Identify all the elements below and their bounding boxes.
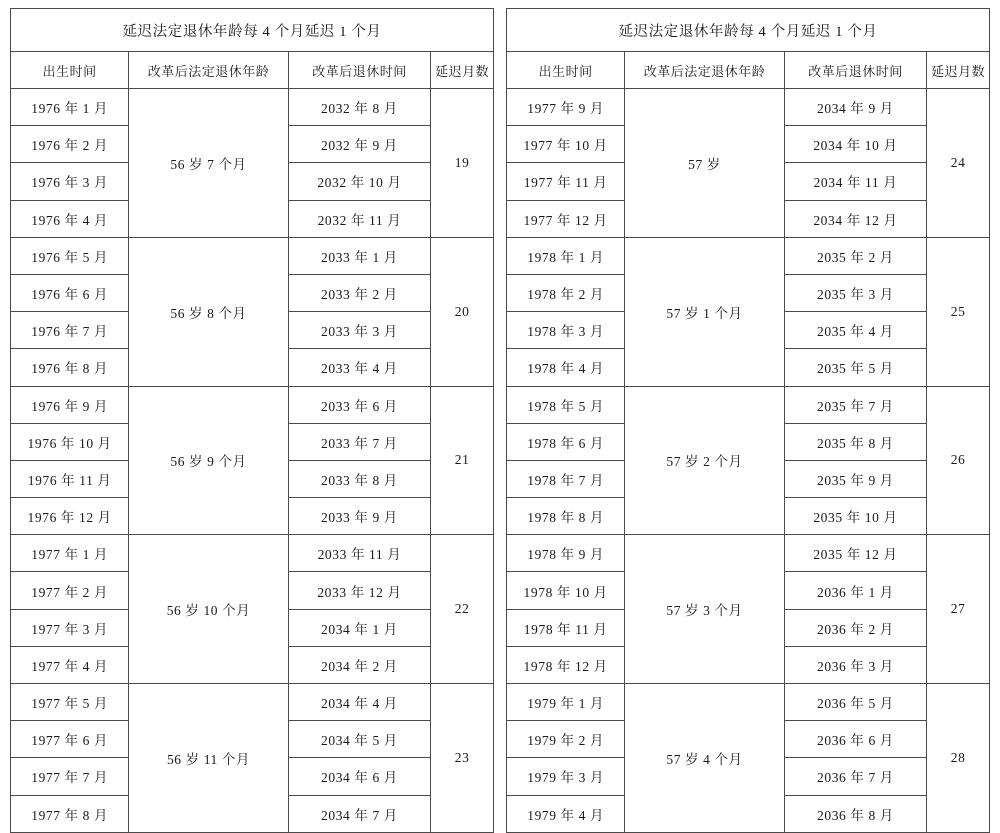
birth-date-cell: 1978 年 9 月: [507, 535, 625, 572]
retirement-date-cell: 2033 年 11 月: [288, 535, 430, 572]
birth-date-cell: 1979 年 3 月: [507, 758, 625, 795]
birth-date-cell: 1977 年 7 月: [11, 758, 129, 795]
retirement-date-cell: 2033 年 7 月: [288, 423, 430, 460]
retirement-date-cell: 2035 年 12 月: [784, 535, 926, 572]
column-header: 改革后退休时间: [288, 52, 430, 89]
retirement-date-cell: 2032 年 9 月: [288, 126, 430, 163]
retirement-date-cell: 2036 年 8 月: [784, 795, 926, 832]
birth-date-cell: 1978 年 2 月: [507, 274, 625, 311]
column-header: 改革后法定退休年龄: [129, 52, 288, 89]
table-row: [507, 89, 990, 126]
retirement-date-cell: 2033 年 12 月: [288, 572, 430, 609]
birth-date-cell: 1979 年 2 月: [507, 721, 625, 758]
birth-date-cell: 1978 年 12 月: [507, 646, 625, 683]
retirement-age-cell: 57 岁 3 个月: [625, 535, 784, 684]
birth-date-cell: 1976 年 1 月: [11, 89, 129, 126]
birth-date-cell: 1978 年 5 月: [507, 386, 625, 423]
retirement-date-cell: 2032 年 11 月: [288, 200, 430, 237]
retirement-date-cell: 2034 年 10 月: [784, 126, 926, 163]
table-row: [11, 535, 494, 572]
table-row: [507, 386, 990, 423]
retirement-schedule-table-right: [506, 8, 990, 833]
birth-date-cell: 1976 年 2 月: [11, 126, 129, 163]
delay-months-cell: 22: [431, 535, 494, 684]
retirement-age-cell: 56 岁 9 个月: [129, 386, 288, 535]
table-body-right: [507, 9, 990, 833]
retirement-date-cell: 2035 年 2 月: [784, 237, 926, 274]
birth-date-cell: 1977 年 4 月: [11, 646, 129, 683]
retirement-date-cell: 2035 年 10 月: [784, 498, 926, 535]
retirement-date-cell: 2034 年 7 月: [288, 795, 430, 832]
retirement-date-cell: 2036 年 3 月: [784, 646, 926, 683]
birth-date-cell: 1978 年 10 月: [507, 572, 625, 609]
birth-date-cell: 1977 年 8 月: [11, 795, 129, 832]
birth-date-cell: 1976 年 5 月: [11, 237, 129, 274]
birth-date-cell: 1979 年 4 月: [507, 795, 625, 832]
delay-months-cell: 28: [927, 684, 990, 833]
retirement-date-cell: 2034 年 12 月: [784, 200, 926, 237]
delay-months-cell: 21: [431, 386, 494, 535]
birth-date-cell: 1976 年 12 月: [11, 498, 129, 535]
retirement-date-cell: 2034 年 6 月: [288, 758, 430, 795]
retirement-date-cell: 2032 年 8 月: [288, 89, 430, 126]
retirement-date-cell: 2034 年 1 月: [288, 609, 430, 646]
birth-date-cell: 1978 年 4 月: [507, 349, 625, 386]
retirement-age-cell: 56 岁 7 个月: [129, 89, 288, 238]
retirement-age-cell: 56 岁 8 个月: [129, 237, 288, 386]
retirement-date-cell: 2035 年 8 月: [784, 423, 926, 460]
birth-date-cell: 1977 年 10 月: [507, 126, 625, 163]
birth-date-cell: 1977 年 12 月: [507, 200, 625, 237]
birth-date-cell: 1976 年 8 月: [11, 349, 129, 386]
column-header: 改革后法定退休年龄: [625, 52, 784, 89]
birth-date-cell: 1978 年 1 月: [507, 237, 625, 274]
delay-months-cell: 27: [927, 535, 990, 684]
table-row: [507, 535, 990, 572]
delay-months-cell: 26: [927, 386, 990, 535]
birth-date-cell: 1977 年 2 月: [11, 572, 129, 609]
table-row: [507, 684, 990, 721]
retirement-date-cell: 2034 年 2 月: [288, 646, 430, 683]
column-header: 出生时间: [11, 52, 129, 89]
retirement-date-cell: 2032 年 10 月: [288, 163, 430, 200]
birth-date-cell: 1977 年 1 月: [11, 535, 129, 572]
table-header-row: [507, 52, 990, 89]
table-title-row: [507, 9, 990, 52]
retirement-date-cell: 2035 年 5 月: [784, 349, 926, 386]
table-row: [507, 237, 990, 274]
delay-months-cell: 24: [927, 89, 990, 238]
retirement-date-cell: 2033 年 4 月: [288, 349, 430, 386]
retirement-date-cell: 2034 年 5 月: [288, 721, 430, 758]
birth-date-cell: 1978 年 6 月: [507, 423, 625, 460]
column-header: 出生时间: [507, 52, 625, 89]
birth-date-cell: 1976 年 11 月: [11, 460, 129, 497]
birth-date-cell: 1977 年 11 月: [507, 163, 625, 200]
birth-date-cell: 1976 年 9 月: [11, 386, 129, 423]
birth-date-cell: 1979 年 1 月: [507, 684, 625, 721]
table-row: [11, 386, 494, 423]
delay-months-cell: 20: [431, 237, 494, 386]
birth-date-cell: 1978 年 8 月: [507, 498, 625, 535]
retirement-date-cell: 2033 年 1 月: [288, 237, 430, 274]
table-row: [11, 684, 494, 721]
retirement-age-cell: 57 岁 2 个月: [625, 386, 784, 535]
table-body-left: [11, 9, 494, 833]
retirement-date-cell: 2035 年 9 月: [784, 460, 926, 497]
retirement-age-cell: 56 岁 10 个月: [129, 535, 288, 684]
table-title-right: 延迟法定退休年龄每 4 个月延迟 1 个月: [507, 9, 990, 52]
retirement-date-cell: 2033 年 2 月: [288, 274, 430, 311]
column-header: 延迟月数: [927, 52, 990, 89]
delay-months-cell: 19: [431, 89, 494, 238]
right-table-container: [500, 8, 990, 823]
birth-date-cell: 1977 年 9 月: [507, 89, 625, 126]
retirement-date-cell: 2033 年 9 月: [288, 498, 430, 535]
birth-date-cell: 1976 年 3 月: [11, 163, 129, 200]
retirement-date-cell: 2034 年 11 月: [784, 163, 926, 200]
retirement-date-cell: 2035 年 3 月: [784, 274, 926, 311]
table-title-left: 延迟法定退休年龄每 4 个月延迟 1 个月: [11, 9, 494, 52]
table-header-row: [11, 52, 494, 89]
retirement-date-cell: 2033 年 3 月: [288, 312, 430, 349]
birth-date-cell: 1977 年 6 月: [11, 721, 129, 758]
retirement-date-cell: 2034 年 9 月: [784, 89, 926, 126]
retirement-age-cell: 56 岁 11 个月: [129, 684, 288, 833]
birth-date-cell: 1976 年 10 月: [11, 423, 129, 460]
birth-date-cell: 1978 年 3 月: [507, 312, 625, 349]
birth-date-cell: 1977 年 5 月: [11, 684, 129, 721]
birth-date-cell: 1978 年 11 月: [507, 609, 625, 646]
retirement-date-cell: 2034 年 4 月: [288, 684, 430, 721]
birth-date-cell: 1976 年 7 月: [11, 312, 129, 349]
retirement-age-cell: 57 岁: [625, 89, 784, 238]
birth-date-cell: 1978 年 7 月: [507, 460, 625, 497]
delay-months-cell: 23: [431, 684, 494, 833]
table-title-row: [11, 9, 494, 52]
birth-date-cell: 1976 年 4 月: [11, 200, 129, 237]
retirement-date-cell: 2036 年 1 月: [784, 572, 926, 609]
retirement-date-cell: 2033 年 8 月: [288, 460, 430, 497]
delay-months-cell: 25: [927, 237, 990, 386]
retirement-date-cell: 2036 年 5 月: [784, 684, 926, 721]
birth-date-cell: 1976 年 6 月: [11, 274, 129, 311]
column-header: 改革后退休时间: [784, 52, 926, 89]
retirement-date-cell: 2036 年 6 月: [784, 721, 926, 758]
retirement-date-cell: 2035 年 4 月: [784, 312, 926, 349]
birth-date-cell: 1977 年 3 月: [11, 609, 129, 646]
retirement-date-cell: 2033 年 6 月: [288, 386, 430, 423]
table-row: [11, 89, 494, 126]
retirement-schedule-table-left: [10, 8, 494, 833]
column-header: 延迟月数: [431, 52, 494, 89]
retirement-age-cell: 57 岁 1 个月: [625, 237, 784, 386]
retirement-date-cell: 2036 年 7 月: [784, 758, 926, 795]
retirement-date-cell: 2036 年 2 月: [784, 609, 926, 646]
table-row: [11, 237, 494, 274]
left-table-container: [10, 8, 500, 823]
retirement-age-cell: 57 岁 4 个月: [625, 684, 784, 833]
retirement-date-cell: 2035 年 7 月: [784, 386, 926, 423]
